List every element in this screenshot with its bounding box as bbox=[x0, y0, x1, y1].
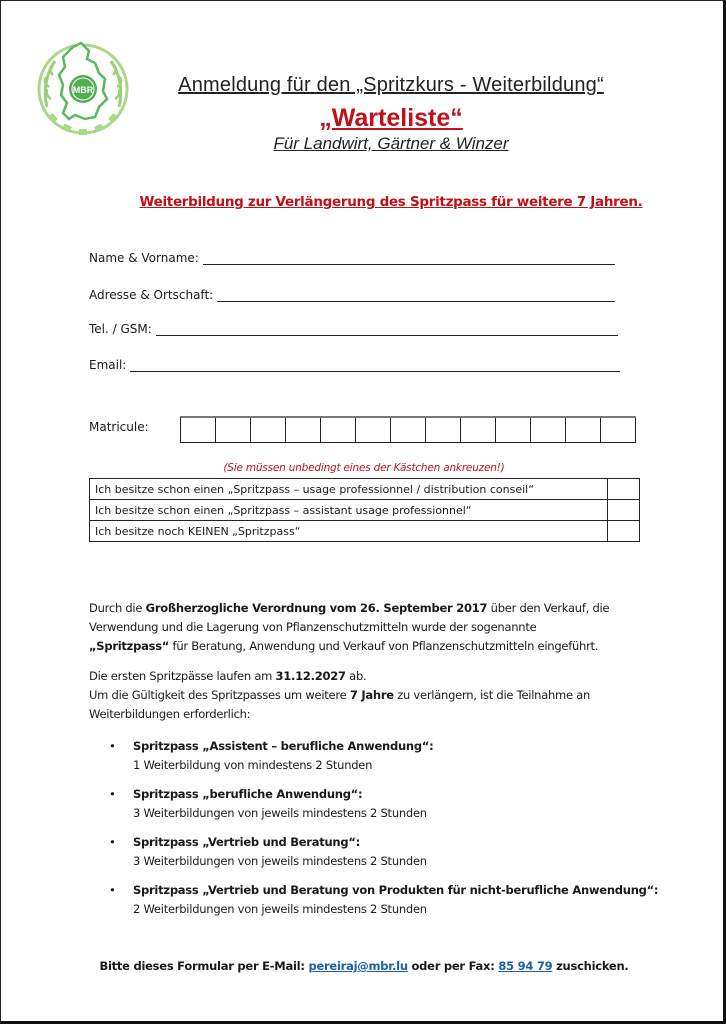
intro-text: Verwendung und die Lagerung von Pflanzenschutzmitteln wurde der sogenannte bbox=[89, 620, 537, 634]
address-input-line[interactable] bbox=[217, 289, 615, 302]
expiry-paragraph bbox=[89, 667, 649, 724]
course-subheading: Weiterbildung zur Verlängerung des Spritzpass für weitere 7 Jahren. bbox=[139, 194, 643, 210]
validity-text: zu verlängern, ist die Teilnahme an bbox=[393, 688, 591, 702]
requirement-title: Spritzpass „Vertrieb und Beratung von Produkten für nicht-berufliche Anwendung“: bbox=[133, 883, 659, 897]
bullet-icon: • bbox=[109, 883, 116, 897]
intro-text: Durch die bbox=[89, 601, 146, 615]
intro-text: über den Verkauf, die bbox=[487, 601, 610, 615]
matricule-cell[interactable] bbox=[391, 418, 426, 442]
name-label: Name & Vorname: bbox=[89, 251, 199, 265]
matricule-cell[interactable] bbox=[531, 418, 566, 442]
waitlist-title: „Warteliste“ bbox=[319, 104, 463, 132]
requirement-title: Spritzpass „Vertrieb und Beratung“: bbox=[133, 835, 360, 849]
phone-field[interactable] bbox=[89, 322, 618, 336]
requirement-detail: 3 Weiterbildungen von jeweils mindestens 2 Stunden bbox=[133, 806, 427, 820]
email-field[interactable] bbox=[89, 358, 620, 372]
footer-text: zuschicken. bbox=[552, 959, 629, 973]
email-link[interactable]: pereiraj@mbr.lu bbox=[308, 959, 408, 973]
matricule-cell[interactable] bbox=[356, 418, 391, 442]
intro-text: für Beratung, Anwendung und Verkauf von Pflanzenschutzmitteln eingeführt. bbox=[169, 639, 599, 653]
requirement-detail: 1 Weiterbildung von mindestens 2 Stunden bbox=[133, 758, 373, 772]
footer-text: Bitte dieses Formular per E-Mail: bbox=[99, 959, 309, 973]
bullet-icon: • bbox=[109, 739, 116, 753]
phone-input-line[interactable] bbox=[156, 323, 618, 336]
expiry-text: Die ersten Spritzpässe laufen am bbox=[89, 669, 276, 683]
phone-label: Tel. / GSM: bbox=[89, 322, 152, 336]
audience-subtitle: Für Landwirt, Gärtner & Winzer bbox=[273, 134, 509, 153]
footer-text: oder per Fax: bbox=[407, 959, 499, 973]
matricule-cell[interactable] bbox=[461, 418, 496, 442]
requirement-title: Spritzpass „berufliche Anwendung“: bbox=[133, 787, 363, 801]
checkbox-hint: (Sie müssen unbedingt eines der Kästchen ankreuzen!) bbox=[223, 462, 505, 474]
address-label: Adresse & Ortschaft: bbox=[89, 288, 214, 302]
matricule-cell[interactable] bbox=[251, 418, 286, 442]
option-label: Ich besitze schon einen „Spritzpass – assistant usage professionnel“ bbox=[90, 500, 608, 521]
matricule-grid[interactable] bbox=[180, 416, 636, 443]
address-field[interactable] bbox=[89, 288, 615, 302]
matricule-cell[interactable] bbox=[566, 418, 601, 442]
option-label: Ich besitze noch KEINEN „Spritzpass“ bbox=[90, 521, 608, 542]
email-input-line[interactable] bbox=[130, 359, 620, 372]
matricule-cell[interactable] bbox=[216, 418, 251, 442]
bullet-icon: • bbox=[109, 787, 116, 801]
regulation-reference: Großherzogliche Verordnung vom 26. September 2017 bbox=[145, 601, 488, 615]
matricule-cell[interactable] bbox=[426, 418, 461, 442]
submission-instructions bbox=[1, 959, 726, 973]
logo-text: MBR bbox=[72, 85, 94, 95]
name-input-line[interactable] bbox=[203, 252, 615, 265]
matricule-cell[interactable] bbox=[181, 418, 216, 442]
intro-paragraph bbox=[89, 599, 649, 656]
name-field[interactable] bbox=[89, 251, 615, 265]
requirement-title: Spritzpass „Assistent – berufliche Anwendung“: bbox=[133, 739, 434, 753]
expiry-date: 31.12.2027 bbox=[275, 669, 346, 683]
matricule-cell[interactable] bbox=[321, 418, 356, 442]
bullet-icon: • bbox=[109, 835, 116, 849]
option-row bbox=[90, 500, 640, 521]
email-label: Email: bbox=[89, 358, 127, 372]
form-title: Anmeldung für den „Spritzkurs - Weiterbildung“ bbox=[178, 74, 604, 96]
option-checkbox[interactable] bbox=[608, 479, 640, 500]
requirement-detail: 3 Weiterbildungen von jeweils mindestens 2 Stunden bbox=[133, 854, 427, 868]
requirement-detail: 2 Weiterbildungen von jeweils mindestens 2 Stunden bbox=[133, 902, 427, 916]
spritzpass-options-table bbox=[89, 478, 640, 542]
option-row bbox=[90, 479, 640, 500]
option-label: Ich besitze schon einen „Spritzpass – usage professionnel / distribution conseil“ bbox=[90, 479, 608, 500]
fax-link[interactable]: 85 94 79 bbox=[498, 959, 553, 973]
expiry-text: ab. bbox=[345, 669, 367, 683]
option-checkbox[interactable] bbox=[608, 500, 640, 521]
matricule-cell[interactable] bbox=[601, 418, 636, 442]
matricule-cell[interactable] bbox=[286, 418, 321, 442]
validity-text: Um die Gültigkeit des Spritzpasses um weitere bbox=[89, 688, 350, 702]
validity-text: Weiterbildungen erforderlich: bbox=[89, 707, 251, 721]
spritzpass-term: „Spritzpass“ bbox=[89, 639, 170, 653]
validity-duration: 7 Jahre bbox=[349, 688, 394, 702]
matricule-cell[interactable] bbox=[496, 418, 531, 442]
option-row bbox=[90, 521, 640, 542]
option-checkbox[interactable] bbox=[608, 521, 640, 542]
matricule-label: Matricule: bbox=[89, 420, 149, 434]
